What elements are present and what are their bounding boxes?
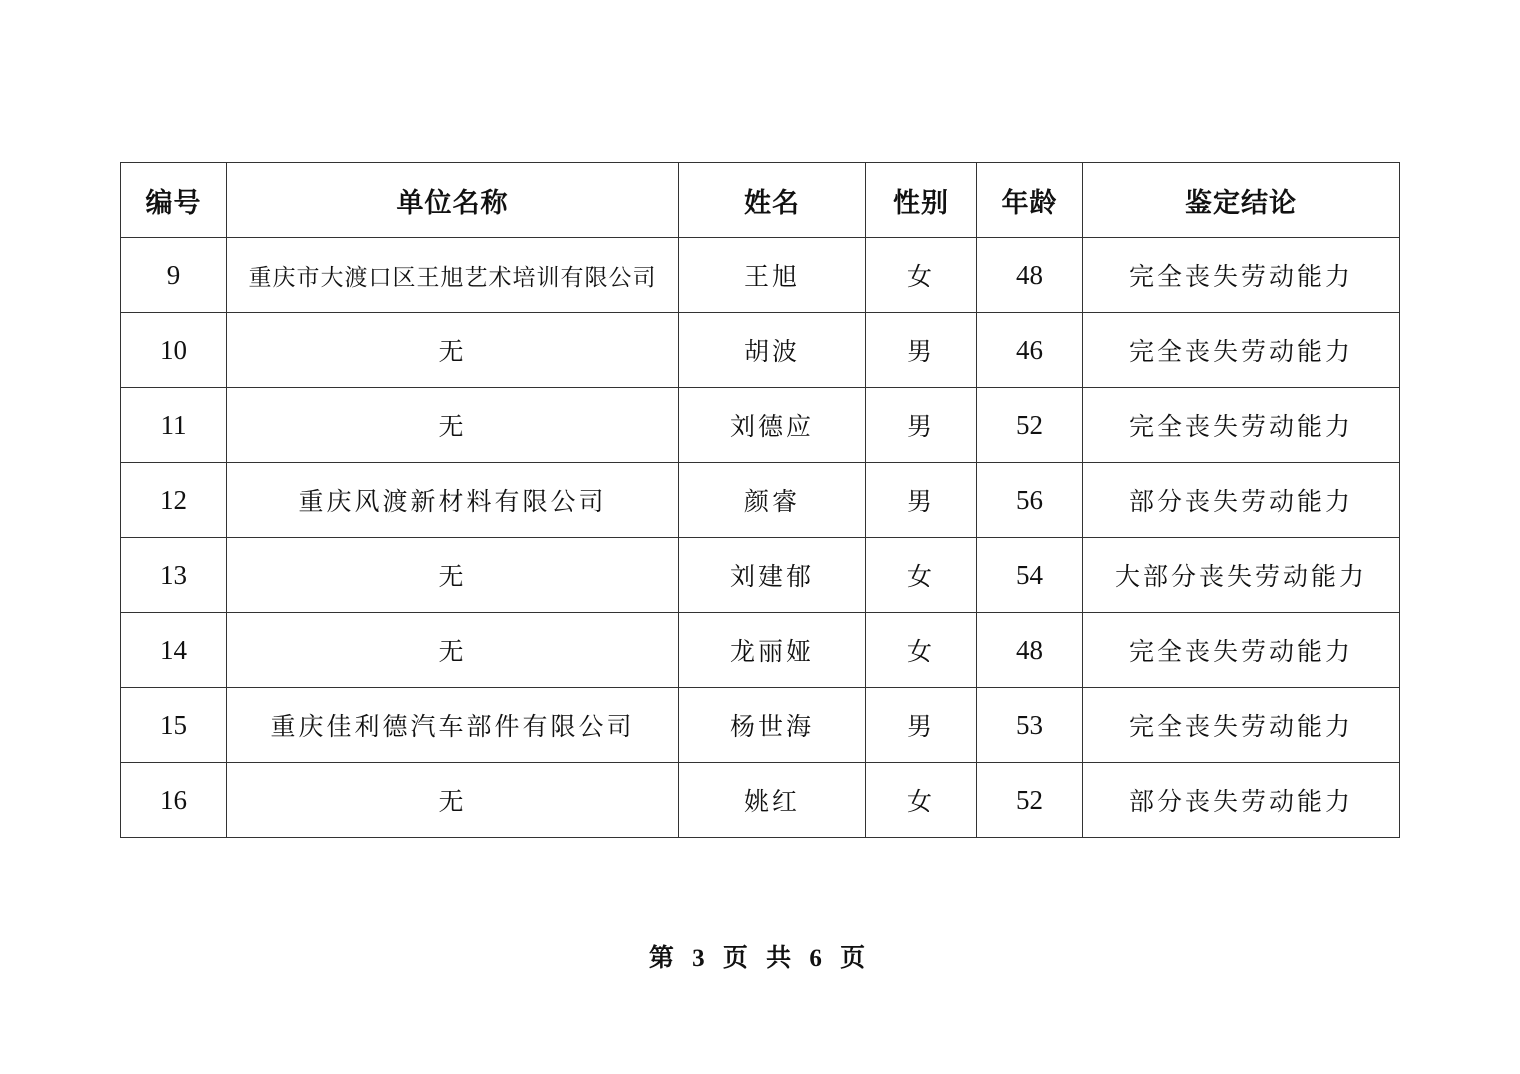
cell-conclusion: 完全丧失劳动能力 bbox=[1083, 313, 1400, 388]
table-row bbox=[121, 463, 1400, 538]
cell-number: 12 bbox=[121, 463, 227, 538]
cell-age: 52 bbox=[977, 388, 1083, 463]
cell-name: 杨世海 bbox=[679, 688, 866, 763]
cell-age: 52 bbox=[977, 763, 1083, 838]
cell-age: 48 bbox=[977, 613, 1083, 688]
cell-age: 53 bbox=[977, 688, 1083, 763]
table-row bbox=[121, 388, 1400, 463]
cell-conclusion: 完全丧失劳动能力 bbox=[1083, 688, 1400, 763]
cell-conclusion: 完全丧失劳动能力 bbox=[1083, 613, 1400, 688]
cell-gender: 女 bbox=[866, 763, 977, 838]
cell-gender: 男 bbox=[866, 388, 977, 463]
cell-gender: 女 bbox=[866, 538, 977, 613]
cell-unit-name: 无 bbox=[227, 538, 679, 613]
cell-conclusion: 部分丧失劳动能力 bbox=[1083, 763, 1400, 838]
table-row bbox=[121, 688, 1400, 763]
cell-age: 48 bbox=[977, 238, 1083, 313]
cell-number: 9 bbox=[121, 238, 227, 313]
cell-age: 54 bbox=[977, 538, 1083, 613]
cell-conclusion: 完全丧失劳动能力 bbox=[1083, 388, 1400, 463]
header-age: 年龄 bbox=[977, 163, 1083, 238]
cell-gender: 女 bbox=[866, 238, 977, 313]
table-row bbox=[121, 313, 1400, 388]
cell-number: 10 bbox=[121, 313, 227, 388]
cell-gender: 男 bbox=[866, 313, 977, 388]
table-row bbox=[121, 763, 1400, 838]
cell-number: 13 bbox=[121, 538, 227, 613]
header-number: 编号 bbox=[121, 163, 227, 238]
cell-unit-name: 重庆佳利德汽车部件有限公司 bbox=[227, 688, 679, 763]
page-number-footer: 第 3 页 共 6 页 bbox=[648, 945, 872, 972]
header-conclusion: 鉴定结论 bbox=[1083, 163, 1400, 238]
appraisal-table bbox=[120, 162, 1400, 838]
cell-gender: 女 bbox=[866, 613, 977, 688]
cell-conclusion: 大部分丧失劳动能力 bbox=[1083, 538, 1400, 613]
cell-unit-name: 重庆风渡新材料有限公司 bbox=[227, 463, 679, 538]
cell-name: 姚红 bbox=[679, 763, 866, 838]
cell-number: 16 bbox=[121, 763, 227, 838]
table-row bbox=[121, 238, 1400, 313]
cell-unit-name: 无 bbox=[227, 388, 679, 463]
cell-unit-name: 重庆市大渡口区王旭艺术培训有限公司 bbox=[227, 238, 679, 313]
cell-age: 46 bbox=[977, 313, 1083, 388]
cell-name: 胡波 bbox=[679, 313, 866, 388]
cell-conclusion: 完全丧失劳动能力 bbox=[1083, 238, 1400, 313]
header-unit-name: 单位名称 bbox=[227, 163, 679, 238]
cell-number: 14 bbox=[121, 613, 227, 688]
cell-unit-name: 无 bbox=[227, 313, 679, 388]
cell-unit-name: 无 bbox=[227, 763, 679, 838]
table-row bbox=[121, 613, 1400, 688]
table-row bbox=[121, 538, 1400, 613]
cell-gender: 男 bbox=[866, 463, 977, 538]
cell-name: 刘建郁 bbox=[679, 538, 866, 613]
cell-conclusion: 部分丧失劳动能力 bbox=[1083, 463, 1400, 538]
cell-unit-name: 无 bbox=[227, 613, 679, 688]
cell-name: 龙丽娅 bbox=[679, 613, 866, 688]
cell-number: 11 bbox=[121, 388, 227, 463]
cell-gender: 男 bbox=[866, 688, 977, 763]
table-header-row bbox=[121, 163, 1400, 238]
cell-name: 刘德应 bbox=[679, 388, 866, 463]
header-name: 姓名 bbox=[679, 163, 866, 238]
cell-name: 颜睿 bbox=[679, 463, 866, 538]
cell-number: 15 bbox=[121, 688, 227, 763]
header-gender: 性别 bbox=[866, 163, 977, 238]
cell-age: 56 bbox=[977, 463, 1083, 538]
cell-name: 王旭 bbox=[679, 238, 866, 313]
